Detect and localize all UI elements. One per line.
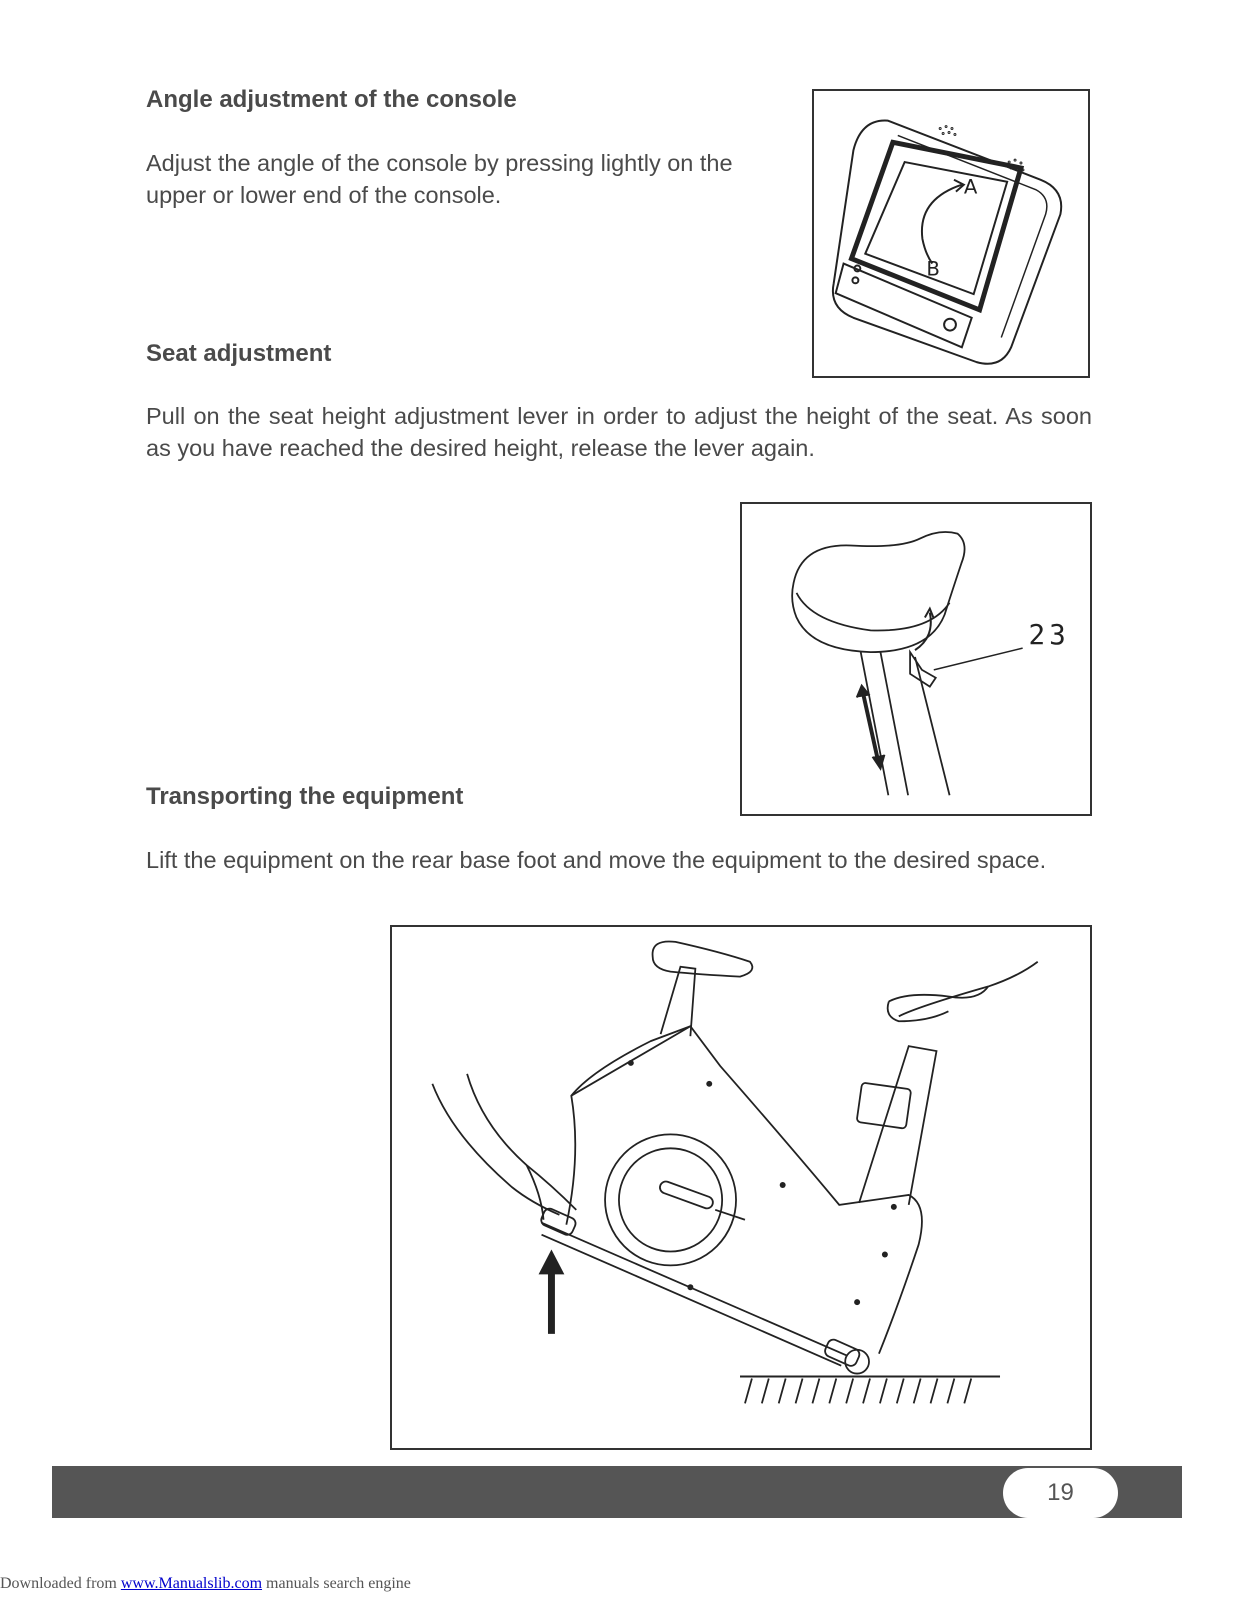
- console-illustration: [814, 91, 1088, 376]
- download-suffix: manuals search engine: [262, 1575, 411, 1592]
- paragraph-transport: Lift the equipment on the rear base foot and move the equipment to the desired space.: [146, 847, 1047, 873]
- console-label-b: B: [926, 257, 940, 281]
- manualslib-link[interactable]: www.Manualslib.com: [120, 1575, 263, 1592]
- console-figure: [812, 89, 1090, 378]
- transport-figure: [390, 925, 1092, 1450]
- seat-figure: [740, 502, 1092, 816]
- seat-illustration: [742, 504, 1090, 814]
- seat-part-number: 23: [1028, 618, 1070, 652]
- paragraph-seat: Pull on the seat height adjustment lever in order to adjust the height of the seat. As soon as you have reached the desired height, release the lever again.: [146, 403, 1092, 461]
- heading-seat: Seat adjustment: [146, 340, 332, 367]
- download-note: [0, 1575, 411, 1593]
- heading-transport: Transporting the equipment: [146, 783, 464, 810]
- transport-illustration: [392, 927, 1090, 1448]
- heading-console-angle: Angle adjustment of the console: [146, 86, 517, 113]
- lift-arrow-head: [539, 1250, 565, 1275]
- page-number: 19: [1003, 1468, 1118, 1518]
- download-prefix: Downloaded from: [0, 1575, 121, 1592]
- console-label-a: A: [963, 175, 978, 199]
- paragraph-console-angle: Adjust the angle of the console by pressing lightly on the upper or lower end of the console.: [146, 150, 733, 208]
